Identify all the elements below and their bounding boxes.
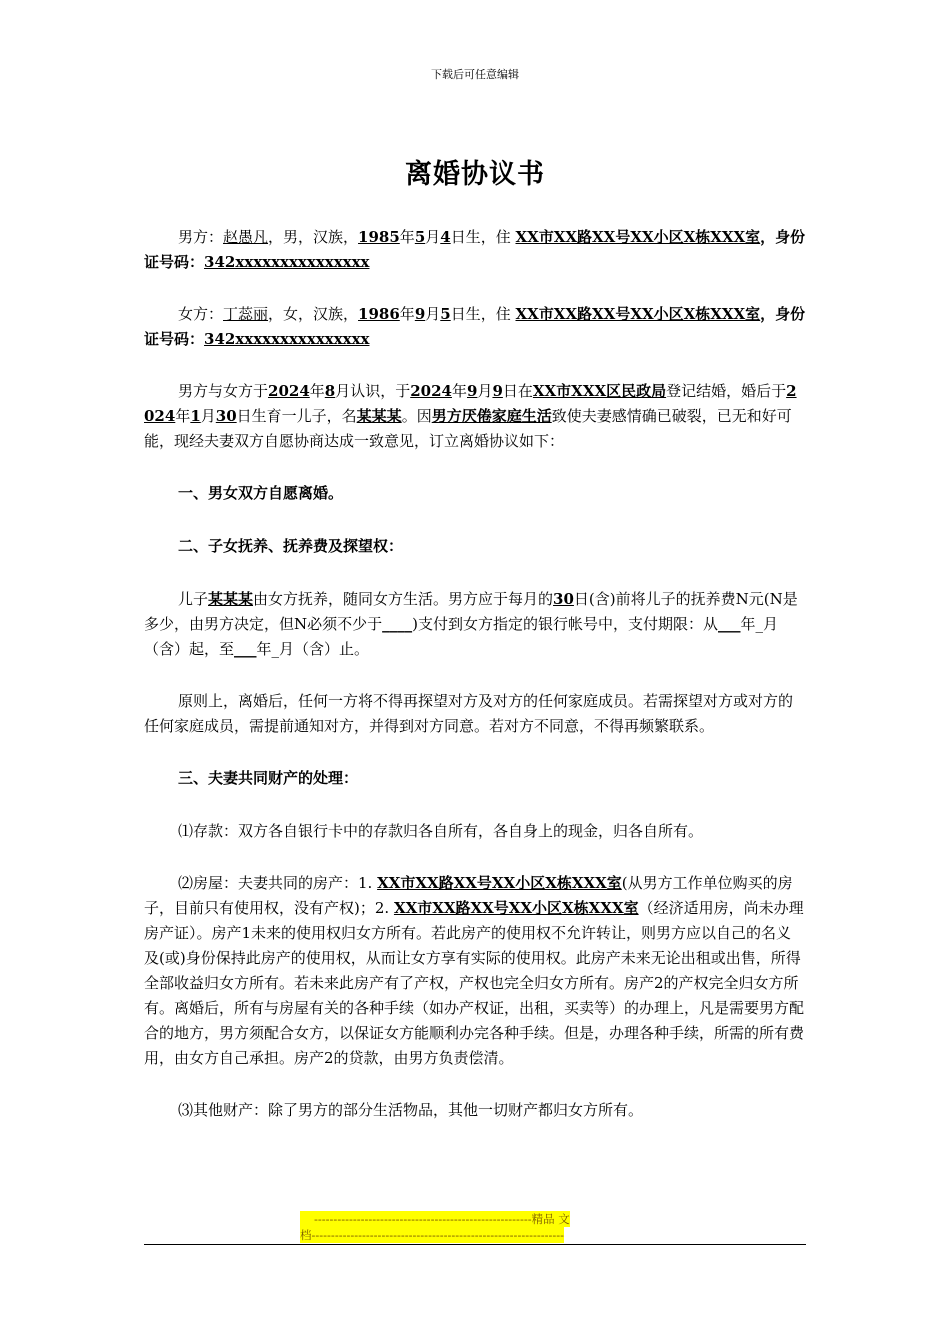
male-name: 赵愚凡	[223, 228, 269, 246]
female-born-text: 日生，住	[450, 305, 516, 323]
end-year-blank: ___	[234, 640, 257, 658]
footer-rule	[144, 1244, 806, 1245]
female-birth-month: 9	[414, 305, 426, 323]
footer-line-1: --------------------------------------------------------精品 文	[300, 1211, 570, 1227]
custody-text: )支付到女方指定的银行帐号中，支付期限：从	[412, 615, 718, 633]
intro-text: 日在	[502, 382, 533, 400]
page-header: 下载后可任意编辑	[431, 68, 519, 81]
intro-text: 男方与女方于	[178, 382, 269, 400]
female-party-paragraph: 女方：丁蕊丽，女，汉族，1986年9月5日生，住 XX市XX路XX号XX小区X栋XXX室，身份证号码：342xxxxxxxxxxxxxxx	[144, 305, 806, 348]
intro-text: 年	[175, 407, 191, 425]
female-address: XX市XX路XX号XX小区X栋XXX室	[515, 305, 761, 323]
document-title: 离婚协议书	[405, 159, 545, 190]
section-1-heading: 一、男女双方自愿离婚。	[178, 484, 344, 502]
other-property-paragraph: ⑶其他财产：除了男方的部分生活物品，其他一切财产都归女方所有。	[178, 1101, 644, 1119]
male-party-paragraph: 男方：赵愚凡，男，汉族，1985年5月4日生，住 XX市XX路XX号XX小区X栋XXX室，身份证号码：342xxxxxxxxxxxxxxx	[144, 228, 806, 271]
document-body	[144, 225, 806, 1150]
intro-paragraph	[144, 379, 806, 454]
male-id-label: ，身份证号码：	[144, 228, 806, 271]
deposit-paragraph: ⑴存款：双方各自银行卡中的存款归各自所有，各自身上的现金，归各自所有。	[178, 822, 704, 840]
intro-text: 登记结婚，婚后于	[666, 382, 787, 400]
custody-text: 日(含)前将儿子的抚养费N元(N是多少，由男方决定，但N必须不少于	[144, 590, 798, 633]
house-1-address: XX市XX路XX号XX小区X栋XXX室	[377, 874, 622, 892]
custody-text: 年_月（含）止。	[256, 640, 370, 658]
house-paragraph	[144, 871, 806, 1071]
divorce-reason: 男方厌倦家庭生活	[431, 407, 552, 425]
marriage-day: 9	[492, 382, 503, 400]
marriage-year: 2024	[410, 382, 452, 400]
son-name: 某某某	[208, 590, 254, 608]
meet-year: 2024	[268, 382, 310, 400]
house-text: ⑵房屋：夫妻共同的房产：1.	[178, 874, 378, 892]
house-2-address: XX市XX路XX号XX小区X栋XXX室	[393, 899, 639, 917]
male-birth-day: 4	[440, 228, 451, 246]
marriage-month: 9	[467, 382, 478, 400]
son-name: 某某某	[356, 407, 402, 425]
footer-watermark	[300, 1211, 650, 1243]
intro-text: 月认识，于	[335, 382, 411, 400]
male-born-text: 日生，住	[450, 228, 516, 246]
intro-text: 。因	[401, 407, 432, 425]
intro-text: 年	[309, 382, 325, 400]
start-year-blank: ___	[718, 615, 741, 633]
intro-text: 致使夫妻感情确已破裂，已无和好可能，现经夫妻双方自愿协商达成一致意见，订立离婚协议如下：	[144, 407, 792, 450]
female-birth-year: 1986	[358, 305, 400, 323]
child-birth-month: 1	[190, 407, 201, 425]
female-name: 丁蕊丽	[223, 305, 269, 323]
female-id-number: 342xxxxxxxxxxxxxxx	[204, 330, 370, 348]
custody-text: 年_月（含）起，至	[144, 615, 779, 658]
custody-text: 由女方抚养，随同女方生活。男方应于每月的	[253, 590, 554, 608]
intro-text: 月	[477, 382, 493, 400]
female-id-label: ，身份证号码：	[144, 305, 806, 348]
section-2-heading: 二、子女抚养、抚养费及探望权：	[178, 537, 404, 555]
intro-text: 日生育一儿子，名	[236, 407, 357, 425]
section-3-heading: 三、夫妻共同财产的处理：	[178, 769, 359, 787]
male-id-number: 342xxxxxxxxxxxxxxx	[204, 253, 370, 271]
house-text: (从男方工作单位购买的房子，目前只有使用权，没有产权)；2.	[144, 874, 793, 917]
male-address: XX市XX路XX号XX小区X栋XXX室	[515, 228, 761, 246]
male-label: 男方：	[178, 228, 224, 246]
male-birth-month: 5	[414, 228, 426, 246]
amount-blank: ____	[382, 615, 413, 633]
house-text: （经济适用房，尚未办理房产证）。房产1未来的使用权归女方所有。若此房产的使用权不允许转让，则男方应以自己的名义及(或)身份保持此房产的使用权，从而让女方享有实际的使用权。此房产未来无论出租或出售，所得全部收益归女方所有。若未来此房产有了产权，产权也完全归女方所有。房产2的产权完全归女方所有。离婚后，所有与房屋有关的各种手续（如办产权证，出租，买卖等）的办理上，凡是需要男方配合的地方，男方须配合女方，以保证女方能顺利办完各种手续。但是，办理各种手续，所需的所有费用，由女方自己承担。房产2的贷款，由男方负责偿清。	[144, 899, 805, 1067]
child-custody-paragraph	[144, 587, 806, 662]
female-label: 女方：	[178, 305, 224, 323]
male-gender: ，男，汉族，	[268, 228, 359, 246]
child-birth-year: 2024	[144, 382, 797, 425]
female-birth-day: 5	[440, 305, 451, 323]
intro-text: 月	[200, 407, 216, 425]
intro-text: 年	[451, 382, 467, 400]
male-birth-year: 1985	[358, 228, 400, 246]
female-gender: ，女，汉族，	[268, 305, 359, 323]
custody-text: 儿子	[178, 590, 209, 608]
child-birth-day: 30	[215, 407, 237, 425]
meet-month: 8	[324, 382, 336, 400]
visitation-paragraph: 原则上，离婚后，任何一方将不得再探望对方及对方的任何家庭成员。若需探望对方或对方的任何家庭成员，需提前通知对方，并得到对方同意。若对方不同意，不得再频繁联系。	[144, 692, 794, 735]
civil-affairs-office: XX市XXX区民政局	[532, 382, 667, 400]
footer-line-2: 档-----------------------------------------------------------------	[300, 1228, 565, 1242]
payment-day: 30	[553, 590, 574, 608]
